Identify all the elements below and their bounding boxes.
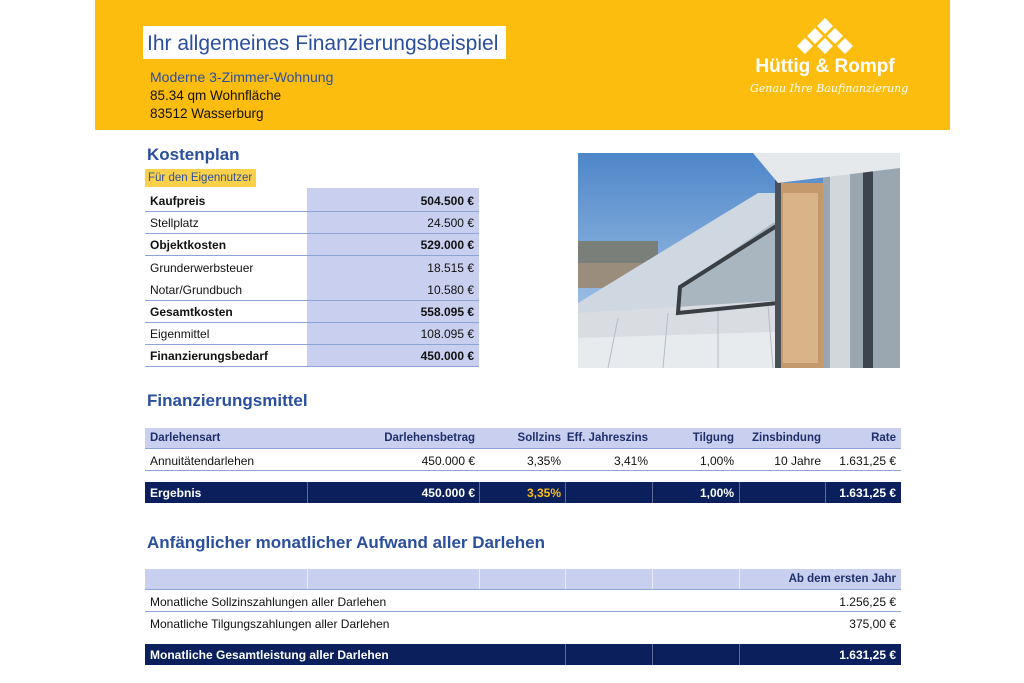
column-header: Darlehensart (150, 432, 221, 444)
kostenplan-label: Stellplatz (150, 216, 199, 230)
summary-rate: 3,35% (526, 486, 561, 500)
kostenplan-value: 504.500 € (420, 194, 474, 208)
kostenplan-value: 450.000 € (420, 349, 474, 363)
aufwand-header-row (145, 569, 901, 590)
page-title: Ihr allgemeines Finanzierungsbeispiel (147, 32, 499, 55)
loan-repayment: 1,00% (699, 454, 734, 468)
kostenplan-row (145, 212, 479, 234)
kostenplan-heading: Kostenplan (147, 145, 240, 164)
summary-repayment: 1,00% (699, 486, 734, 500)
kostenplan-row (145, 301, 479, 323)
aufwand-summary-row (145, 644, 901, 665)
finanzierungsmittel-header-row (145, 428, 901, 449)
kostenplan-value: 24.500 € (427, 216, 474, 230)
property-photo (578, 153, 900, 368)
aufwand-heading: Anfänglicher monatlicher Aufwand aller Darlehen (147, 533, 546, 552)
kostenplan-label: Kaufpreis (150, 194, 206, 208)
brand-tagline: Genau Ihre Baufinanzierung (750, 82, 909, 95)
aufwand-label: Monatliche Sollzinszahlungen aller Darlehen (150, 595, 387, 609)
loan-type: Annuitätendarlehen (150, 454, 255, 468)
kostenplan-label: Notar/Grundbuch (150, 283, 243, 297)
kostenplan-value: 558.095 € (420, 305, 474, 319)
kostenplan-label: Finanzierungsbedarf (150, 349, 269, 363)
kostenplan-label: Grunderwerbsteuer (150, 261, 254, 275)
kostenplan-row (145, 323, 479, 345)
loan-installment: 1.631,25 € (839, 454, 896, 468)
property-type: Moderne 3-Zimmer-Wohnung (150, 69, 334, 85)
table-row (145, 450, 901, 471)
kostenplan-label: Eigenmittel (150, 327, 210, 341)
column-header: Darlehensbetrag (384, 432, 475, 444)
loan-effective-rate: 3,41% (613, 454, 648, 468)
summary-installment: 1.631,25 € (839, 486, 896, 500)
kostenplan-row (145, 279, 479, 301)
summary-label: Monatliche Gesamtleistung aller Darlehen (150, 648, 389, 662)
property-location: 83512 Wasserburg (150, 106, 264, 121)
kostenplan-row (145, 234, 479, 256)
property-area: 85.34 qm Wohnfläche (150, 88, 282, 103)
summary-label: Ergebnis (150, 486, 202, 500)
kostenplan-row (145, 257, 479, 279)
loan-fixed-period: 10 Jahre (774, 454, 821, 468)
summary-value: 1.631,25 € (839, 648, 896, 662)
column-header: Tilgung (692, 432, 734, 444)
kostenplan-value: 10.580 € (427, 283, 474, 297)
kostenplan-value: 18.515 € (427, 261, 474, 275)
loan-rate: 3,35% (526, 454, 561, 468)
column-header: Ab dem ersten Jahr (788, 573, 896, 585)
column-header: Eff. Jahreszins (566, 432, 648, 444)
kostenplan-value: 108.095 € (420, 327, 474, 341)
aufwand-value: 1.256,25 € (839, 595, 896, 609)
finanzierungsmittel-heading: Finanzierungsmittel (147, 391, 308, 410)
aufwand-label: Monatliche Tilgungszahlungen aller Darlehen (150, 617, 390, 631)
table-row (145, 591, 901, 612)
table-row (145, 613, 901, 634)
kostenplan-label: Objektkosten (150, 238, 227, 252)
kostenplan-row (145, 190, 479, 212)
finanzierungsmittel-summary-row (145, 482, 901, 503)
brand-name: Hüttig & Rompf (755, 56, 895, 77)
kostenplan-value: 529.000 € (420, 238, 474, 252)
column-header: Rate (871, 432, 896, 444)
column-header: Sollzins (517, 432, 561, 444)
aufwand-value: 375,00 € (849, 617, 896, 631)
loan-amount: 450.000 € (421, 454, 475, 468)
column-header: Zinsbindung (752, 432, 821, 444)
summary-amount: 450.000 € (421, 486, 475, 500)
kostenplan-row (145, 345, 479, 367)
kostenplan-badge: Für den Eigennutzer (145, 169, 256, 187)
kostenplan-label: Gesamtkosten (150, 305, 233, 319)
